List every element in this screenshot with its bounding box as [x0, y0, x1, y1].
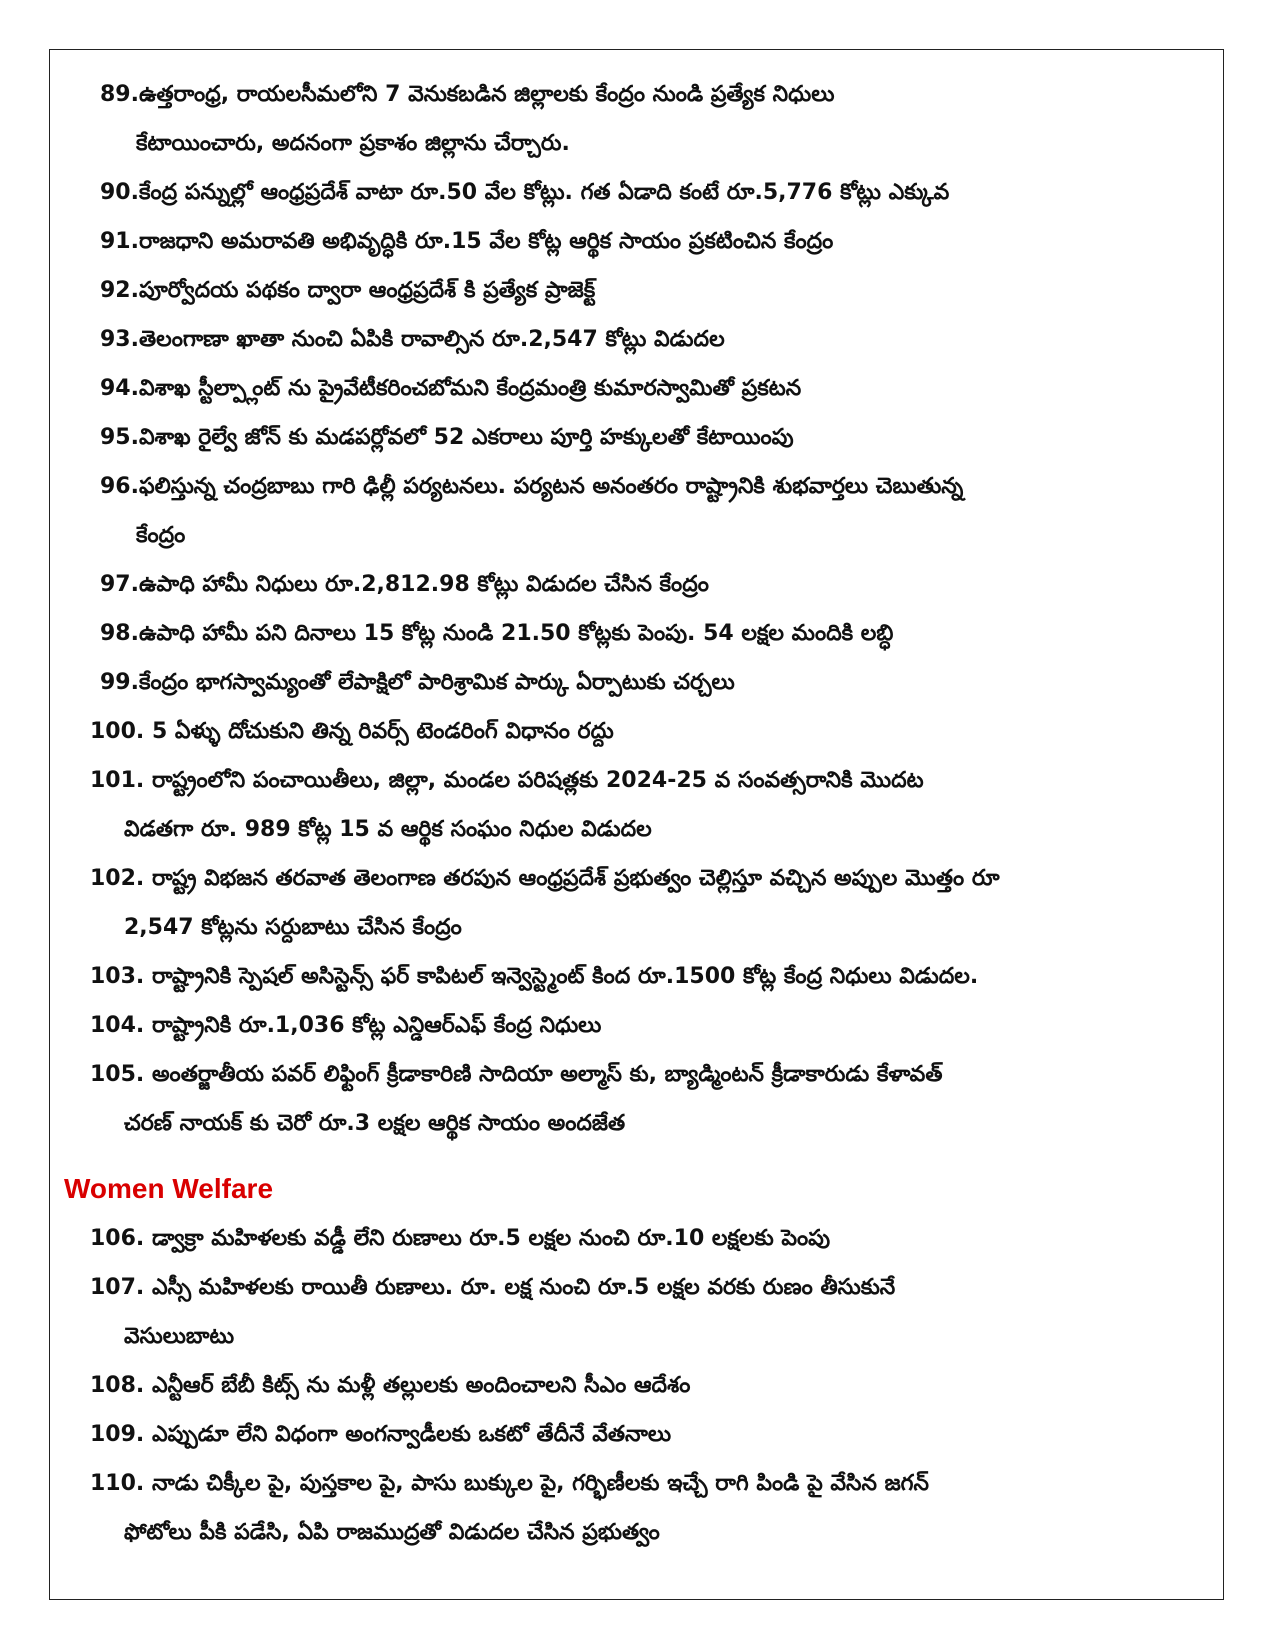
item-text-continued: చరణ్ నాయక్ కు చెరో రూ.3 లక్షల ఆర్థిక సాయం అందజేత	[124, 1111, 626, 1136]
list-item	[50, 217, 1223, 266]
item-text: విశాఖ రైల్వే జోన్ కు మడపర్లోవలో 52 ఎకరాలు పూర్తి హక్కులతో కేటాయింపు	[138, 425, 794, 450]
item-text: అంతర్జాతీయ పవర్ లిఫ్టింగ్ క్రీడాకారిణి సాదియా అల్మాస్ కు, బ్యాడ్మింటన్ క్రీడాకారుడు కేళావత్	[151, 1062, 943, 1087]
item-text: రాజధాని అమరావతి అభివృద్ధికి రూ.15 వేల కోట్ల ఆర్థిక సాయం ప్రకటించిన కేంద్రం	[138, 229, 834, 254]
item-number: 95.	[100, 425, 139, 450]
item-text: ఎప్పుడూ లేని విధంగా అంగన్వాడీలకు ఒకటో తేదీనే వేతనాలు	[151, 1422, 672, 1447]
list-item	[50, 1459, 1223, 1557]
item-text: ఫలిస్తున్న చంద్రబాబు గారి ఢిల్లీ పర్యటనలు. పర్యటన అనంతరం రాష్ట్రానికి శుభవార్తలు చెబుతున్న	[138, 474, 964, 499]
item-number: 89.	[100, 82, 139, 107]
item-number: 98.	[100, 621, 139, 646]
item-text: విశాఖ స్టీల్ప్లాంట్ ను ప్రైవేటీకరించబోమని కేంద్రమంత్రి కుమారస్వామితో ప్రకటన	[138, 376, 802, 401]
list-item	[50, 707, 1223, 756]
item-text-continued: కేటాయించారు, అదనంగా ప్రకాశం జిల్లాను చేర్చారు.	[136, 131, 570, 156]
item-number: 109.	[90, 1422, 145, 1447]
item-number: 100.	[90, 719, 145, 744]
list-item	[50, 168, 1223, 217]
list-item	[50, 609, 1223, 658]
item-text: కేంద్రం భాగస్వామ్యంతో లేపాక్షిలో పారిశ్రామిక పార్కు ఏర్పాటుకు చర్చలు	[138, 670, 735, 695]
list-item	[50, 854, 1223, 952]
item-text: నాడు చిక్కీల పై, పుస్తకాల పై, పాసు బుక్కుల పై, గర్భిణీలకు ఇచ్చే రాగి పిండి పై వేసిన జగన్	[151, 1471, 929, 1496]
item-number: 107.	[90, 1275, 145, 1300]
item-number: 92.	[100, 278, 139, 303]
item-text-continued: కేంద్రం	[136, 523, 186, 548]
item-text: ఉపాధి హామీ పని దినాలు 15 కోట్ల నుండి 21.50 కోట్లకు పెంపు. 54 లక్షల మందికి లబ్ధి	[138, 621, 894, 646]
page-frame	[49, 49, 1224, 1600]
item-text-continued: విడతగా రూ. 989 కోట్ల 15 వ ఆర్థిక సంఘం నిధుల విడుదల	[124, 817, 652, 842]
list-item	[50, 315, 1223, 364]
item-number: 102.	[90, 866, 145, 891]
section-heading-women-welfare: Women Welfare	[64, 1173, 274, 1204]
item-number: 93.	[100, 327, 139, 352]
item-number: 91.	[100, 229, 139, 254]
list-item	[50, 1361, 1223, 1410]
list-item	[50, 1214, 1223, 1263]
item-number: 110.	[90, 1471, 145, 1496]
item-number: 108.	[90, 1373, 145, 1398]
item-text: కేంద్ర పన్నుల్లో ఆంధ్రప్రదేశ్ వాటా రూ.50 వేల కోట్లు. గత ఏడాది కంటే రూ.5,776 కోట్లు ఎక్కువ	[138, 180, 950, 205]
item-number: 105.	[90, 1062, 145, 1087]
list-item	[50, 658, 1223, 707]
list-item	[50, 560, 1223, 609]
list-item	[50, 364, 1223, 413]
item-text: 5 ఏళ్ళు దోచుకుని తిన్న రివర్స్ టెండరింగ్ విధానం రద్దు	[151, 719, 614, 744]
list-item	[50, 266, 1223, 315]
item-text: రాష్ట్రానికి స్పెషల్ అసిస్టెన్స్ ఫర్ కాపిటల్ ఇన్వెస్ట్మెంట్ కింద రూ.1500 కోట్ల కేంద్ర నిధులు విడుదల.	[151, 964, 979, 989]
item-text: పూర్వోదయ పథకం ద్వారా ఆంధ్రప్రదేశ్ కి ప్రత్యేక ప్రాజెక్ట్	[138, 278, 596, 303]
item-number: 94.	[100, 376, 139, 401]
item-text: రాష్ట్రంలోని పంచాయితీలు, జిల్లా, మండల పరిషత్లకు 2024-25 వ సంవత్సరానికి మొదట	[151, 768, 924, 793]
item-text: డ్వాక్రా మహిళలకు వడ్డీ లేని రుణాలు రూ.5 లక్షల నుంచి రూ.10 లక్షలకు పెంపు	[151, 1226, 831, 1251]
item-number: 99.	[100, 670, 139, 695]
item-number: 97.	[100, 572, 139, 597]
list-item	[50, 1263, 1223, 1361]
item-text: రాష్ట్రానికి రూ.1,036 కోట్ల ఎన్డిఆర్ఎఫ్ కేంద్ర నిధులు	[151, 1013, 602, 1038]
item-text-continued: 2,547 కోట్లను సర్దుబాటు చేసిన కేంద్రం	[124, 915, 462, 940]
item-text: తెలంగాణా ఖాతా నుంచి ఏపికి రావాల్సిన రూ.2,547 కోట్లు విడుదల	[138, 327, 725, 352]
item-text: ఉపాధి హామీ నిధులు రూ.2,812.98 కోట్లు విడుదల చేసిన కేంద్రం	[138, 572, 709, 597]
list-item	[50, 70, 1223, 168]
item-text: ఉత్తరాంధ్ర, రాయలసీమలోని 7 వెనుకబడిన జిల్లాలకు కేంద్రం నుండి ప్రత్యేక నిధులు	[138, 82, 835, 107]
list-item	[50, 1050, 1223, 1148]
list-item	[50, 1001, 1223, 1050]
item-number: 103.	[90, 964, 145, 989]
item-number: 90.	[100, 180, 139, 205]
document-content	[50, 70, 1223, 1557]
list-item	[50, 413, 1223, 462]
list-item	[50, 462, 1223, 560]
item-number: 104.	[90, 1013, 145, 1038]
item-text-continued: ఫోటోలు పీకి పడేసి, ఏపి రాజముద్రతో విడుదల చేసిన ప్రభుత్వం	[124, 1520, 660, 1545]
list-item	[50, 1410, 1223, 1459]
item-number: 106.	[90, 1226, 145, 1251]
item-number: 96.	[100, 474, 139, 499]
item-text: రాష్ట్ర విభజన తరవాత తెలంగాణ తరపున ఆంధ్రప్రదేశ్ ప్రభుత్వం చెల్లిస్తూ వచ్చిన అప్పుల మొత్తం రూ	[151, 866, 1000, 891]
list-item	[50, 756, 1223, 854]
item-text: ఎస్సీ మహిళలకు రాయితీ రుణాలు. రూ. లక్ష నుంచి రూ.5 లక్షల వరకు రుణం తీసుకునే	[151, 1275, 896, 1300]
item-text-continued: వెసులుబాటు	[124, 1324, 235, 1349]
list-item	[50, 952, 1223, 1001]
item-number: 101.	[90, 768, 145, 793]
item-text: ఎన్టీఆర్ బేబీ కిట్స్ ను మళ్లీ తల్లులకు అందించాలని సీఎం ఆదేశం	[151, 1373, 691, 1398]
